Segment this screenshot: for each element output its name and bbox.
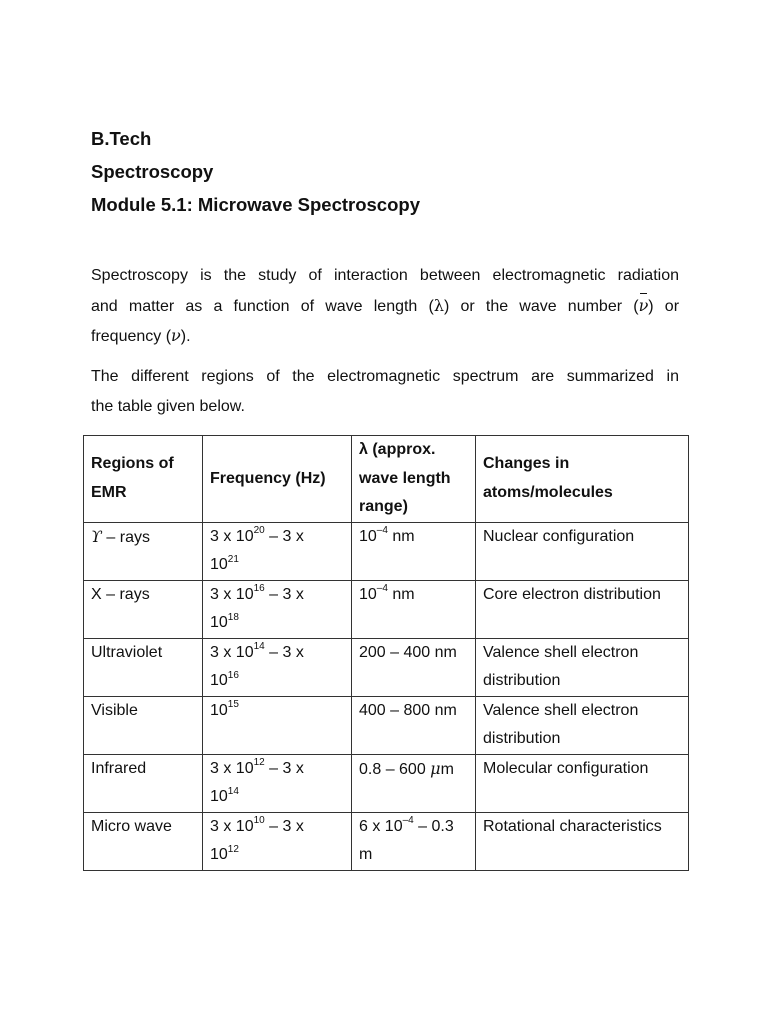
changes-text: Valence shell electron: [483, 643, 639, 661]
table-row: [84, 522, 689, 580]
intro-text: and matter as a function of wave length (: [91, 298, 434, 315]
intro-text: frequency (: [91, 328, 172, 345]
frequency-line: [210, 841, 351, 870]
freq-exponent: 12: [253, 757, 265, 769]
header-text: Changes in: [483, 455, 570, 473]
freq-text: 10: [210, 701, 228, 719]
table-row: [84, 696, 689, 754]
region-cell: X – rays: [84, 580, 203, 638]
intro-text: ) or the wave number (: [443, 298, 639, 315]
freq-text: – 3 x: [264, 643, 304, 661]
freq-exponent: 18: [227, 611, 239, 623]
frequency-cell: [203, 754, 352, 812]
table-row: [84, 754, 689, 812]
wavelength-cell: 200 – 400 nm: [352, 638, 476, 696]
header-wavelength: [352, 436, 476, 523]
freq-exponent: 16: [253, 583, 265, 595]
region-text: – rays: [101, 528, 150, 546]
changes-cell: Rotational characteristics: [476, 812, 689, 870]
changes-cell: Molecular configuration: [476, 754, 689, 812]
wl-text: 6 x 10: [359, 817, 403, 835]
freq-text: 10: [210, 614, 228, 631]
region-cell: [84, 522, 203, 580]
wl-text: 0.8 – 600: [359, 760, 431, 778]
freq-text: 10: [210, 788, 228, 805]
freq-exponent: 14: [253, 641, 265, 653]
lambda-symbol: λ: [433, 296, 444, 315]
frequency-line: [210, 755, 351, 784]
frequency-cell: [203, 522, 352, 580]
header-text: λ (approx.: [359, 441, 436, 458]
freq-exponent: 12: [227, 843, 239, 855]
gamma-symbol: ϒ: [91, 526, 102, 546]
wl-text: – 0.3: [413, 817, 454, 835]
freq-text: 3 x 10: [210, 759, 254, 777]
intro-line-2: [91, 291, 679, 321]
frequency-cell: [203, 580, 352, 638]
changes-cell: [476, 696, 689, 754]
header-text: Frequency (Hz): [210, 469, 326, 487]
intro-text: ) or: [648, 298, 680, 315]
changes-text: distribution: [483, 672, 561, 689]
wl-text: nm: [387, 527, 415, 545]
freq-text: – 3 x: [264, 817, 304, 835]
emr-regions-table: [83, 435, 689, 871]
wavelength-cell: 400 – 800 nm: [352, 696, 476, 754]
changes-text: distribution: [483, 730, 561, 747]
frequency-line: [210, 667, 351, 696]
subject-heading: Spectroscopy: [91, 161, 214, 182]
frequency-cell: [203, 812, 352, 870]
wl-text: 10: [359, 527, 377, 545]
region-cell: Micro wave: [84, 812, 203, 870]
summary-line-1: The different regions of the electromagnetic spectrum are summarized in: [91, 368, 679, 385]
wl-line: [359, 813, 475, 842]
freq-text: – 3 x: [264, 759, 304, 777]
freq-text: 10: [210, 846, 228, 863]
intro-text: ).: [180, 328, 191, 345]
wl-exponent: –4: [402, 815, 414, 827]
wavelength-cell: [352, 812, 476, 870]
freq-text: – 3 x: [264, 585, 304, 603]
freq-text: 3 x 10: [210, 527, 254, 545]
nu-symbol: ν: [171, 326, 181, 345]
wl-text: m: [440, 760, 454, 778]
frequency-line: [210, 783, 351, 812]
region-cell: Ultraviolet: [84, 638, 203, 696]
header-regions: [84, 436, 203, 523]
changes-cell: [476, 638, 689, 696]
table-row: [84, 580, 689, 638]
header-changes: [476, 436, 689, 523]
header-text: atoms/molecules: [483, 483, 613, 501]
course-heading: B.Tech: [91, 128, 152, 149]
wl-text: 10: [359, 585, 377, 603]
wavelength-cell: [352, 580, 476, 638]
table-row: [84, 638, 689, 696]
frequency-cell: [203, 696, 352, 754]
wl-line: m: [359, 846, 373, 863]
summary-paragraph: [91, 362, 679, 422]
region-cell: Visible: [84, 696, 203, 754]
freq-text: – 3 x: [264, 527, 304, 545]
header-text: Regions of: [91, 455, 174, 473]
header-frequency: [203, 436, 352, 523]
intro-paragraph: [91, 261, 679, 351]
changes-cell: Core electron distribution: [476, 580, 689, 638]
header-text: wave length: [359, 469, 451, 487]
freq-exponent: 16: [227, 669, 239, 681]
freq-text: 3 x 10: [210, 817, 254, 835]
changes-text: Valence shell electron: [483, 701, 639, 719]
summary-line-2: the table given below.: [91, 398, 245, 415]
header-text: EMR: [91, 483, 127, 501]
frequency-line: [210, 551, 351, 580]
frequency-line: [210, 813, 351, 842]
freq-exponent: 10: [253, 815, 265, 827]
wavelength-cell: [352, 754, 476, 812]
wl-exponent: –4: [376, 583, 388, 595]
freq-exponent: 15: [227, 699, 239, 711]
wl-text: nm: [387, 585, 415, 603]
freq-exponent: 14: [227, 785, 239, 797]
freq-text: 10: [210, 556, 228, 573]
changes-cell: Nuclear configuration: [476, 522, 689, 580]
frequency-line: [210, 581, 351, 610]
frequency-line: [210, 523, 351, 552]
freq-exponent: 21: [227, 553, 239, 565]
freq-exponent: 20: [253, 525, 265, 537]
freq-text: 10: [210, 672, 228, 689]
wl-exponent: –4: [376, 525, 388, 537]
mu-symbol: μ: [430, 758, 441, 778]
table-row: [84, 812, 689, 870]
wavelength-cell: [352, 522, 476, 580]
nu-bar-symbol: ν: [639, 291, 649, 321]
intro-line-1: Spectroscopy is the study of interaction between electromagnetic radiation: [91, 267, 679, 284]
intro-line-3: [91, 321, 679, 351]
header-text: range): [359, 498, 408, 515]
module-heading: Module 5.1: Microwave Spectroscopy: [91, 194, 420, 215]
region-cell: Infrared: [84, 754, 203, 812]
frequency-line: [210, 609, 351, 638]
freq-text: 3 x 10: [210, 643, 254, 661]
table-header-row: [84, 436, 689, 523]
frequency-cell: [203, 638, 352, 696]
freq-text: 3 x 10: [210, 585, 254, 603]
frequency-line: [210, 639, 351, 668]
